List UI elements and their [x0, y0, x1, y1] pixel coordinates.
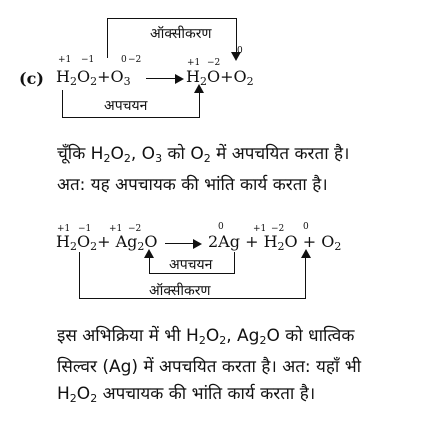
- reaction-arrow-head: [193, 239, 202, 249]
- paragraph-line: इस अभिक्रिया में भी $H_2O_2$, $Ag_2O$ को धात्विक: [57, 326, 355, 347]
- paragraph-line: $H_2O_2$ अपचायक की भांति कार्य करता है।: [57, 384, 316, 405]
- explanation-paragraph-2: [57, 323, 361, 412]
- reaction-arrow: [146, 78, 176, 79]
- ox-number: −1: [81, 55, 95, 65]
- reduction-arrow-head: [194, 84, 204, 93]
- reduction-label: अपचयन: [104, 98, 148, 114]
- oxidation-label: ऑक्सीकरण: [149, 283, 211, 299]
- reaction-1-reactants: $H_2O_2+O_3$: [56, 67, 131, 88]
- oxidation-arrow-head: [231, 52, 241, 61]
- reaction-2-products: $2Ag + H_2O + O_2$: [208, 232, 342, 253]
- oxidation-arrow-head: [301, 249, 311, 258]
- ox-number: 0: [121, 55, 127, 65]
- paragraph-line: सिल्वर (Ag) में अपचयित करता है। अत: यहाँ भी: [57, 357, 362, 377]
- reaction-arrow: [165, 243, 194, 244]
- paragraph-line: चूँकि $H_2O_2$, $O_3$ को $O_2$ में अपचयित करता है।: [57, 144, 350, 165]
- ox-number: −2: [207, 58, 221, 68]
- ox-number: +1: [109, 224, 123, 234]
- ox-number: +1: [187, 58, 201, 68]
- ox-number: 0: [303, 222, 309, 232]
- paragraph-line: अत: यह अपचायक की भांति कार्य करता है।: [57, 175, 328, 195]
- reaction-arrow-head: [175, 74, 184, 84]
- ox-number: +1: [57, 224, 71, 234]
- ox-number: 0: [237, 46, 243, 56]
- reaction-1-products: $H_2O+O_2$: [186, 67, 254, 88]
- reaction-2-reactants: $H_2O_2+ Ag_2O$: [56, 232, 158, 253]
- explanation-paragraph-1: [57, 141, 349, 199]
- ox-number: 0: [218, 222, 224, 232]
- ox-number: −1: [78, 224, 92, 234]
- ox-number: −2: [128, 224, 142, 234]
- ox-number: +1: [253, 224, 267, 234]
- oxidation-label: ऑक्सीकरण: [150, 26, 212, 42]
- ox-number: +1: [58, 55, 72, 65]
- reduction-label: अपचयन: [169, 257, 213, 273]
- part-label: (c): [19, 69, 44, 88]
- ox-number: −2: [128, 55, 142, 65]
- ox-number: −2: [271, 224, 285, 234]
